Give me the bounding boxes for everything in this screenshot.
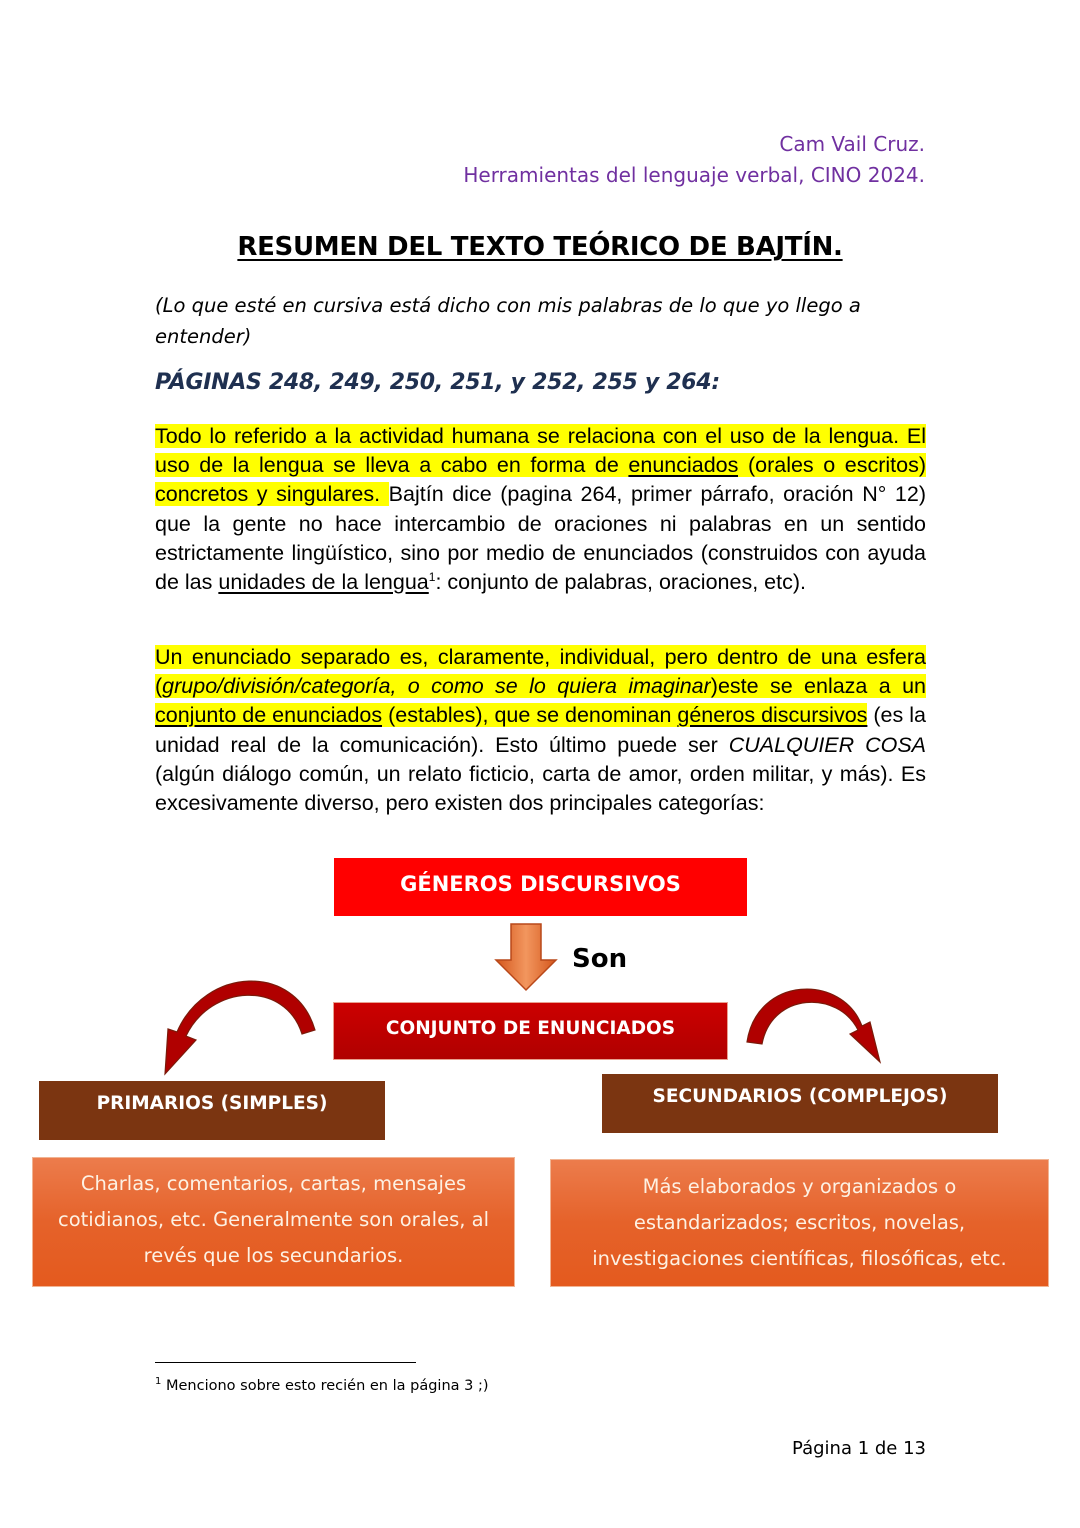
curved-arrow-left-icon <box>145 972 325 1078</box>
footnote <box>155 1378 489 1394</box>
paragraph-2 <box>155 643 926 818</box>
body-text: (algún diálogo común, un relato ficticio, carta de amor, orden militar, y más). Es excesivamente diverso, pero existen dos principales categorías: <box>155 761 926 816</box>
body-text: (es la unidad real de la comunicación). Esto último puede ser <box>155 703 926 757</box>
primarios-box: PRIMARIOS (SIMPLES) <box>39 1081 385 1140</box>
highlight-text: (estables), que se denominan <box>382 703 678 728</box>
body-text: Bajtín dice (pagina 264, primer párrafo, oración N° 12) que la gente no hace intercambio de oraciones ni palabras en un sentido estrictamente lingüístico, sino por medio de enunciados (construidos con ayuda de las <box>155 482 926 595</box>
generos-discursivos-box: GÉNEROS DISCURSIVOS <box>334 858 747 916</box>
italics-note: (Lo que esté en cursiva está dicho con mis palabras de lo que yo llego a entender) <box>155 294 861 348</box>
curved-arrow-right-icon <box>742 978 892 1078</box>
course-name: Herramientas del lenguaje verbal, CINO 2024. <box>463 163 925 187</box>
highlight-text: Un enunciado separado es, claramente, individual, pero dentro de una esfera ( <box>155 645 926 699</box>
secundarios-description: Más elaborados y organizados o estandarizados; escritos, novelas, investigaciones científicas, filosóficas, etc. <box>550 1159 1049 1287</box>
conjunto-enunciados-box: CONJUNTO DE ENUNCIADOS <box>333 1002 728 1060</box>
page-number: Página 1 de 13 <box>792 1438 926 1459</box>
document-title: RESUMEN DEL TEXTO TEÓRICO DE BAJTÍN. <box>237 232 843 262</box>
author-name: Cam Vail Cruz. <box>779 132 925 156</box>
term-conjunto-enunciados: conjunto de enunciados <box>155 703 383 728</box>
footnote-separator <box>155 1362 416 1363</box>
secundarios-box: SECUNDARIOS (COMPLEJOS) <box>602 1074 998 1133</box>
footnote-marker: 1 <box>155 1376 162 1388</box>
body-text: : conjunto de palabras, oraciones, etc). <box>435 570 806 595</box>
arrow-label-son: Son <box>572 944 628 974</box>
term-generos-discursivos: géneros discursivos <box>677 703 868 728</box>
italic-text: CUALQUIER COSA <box>728 732 926 757</box>
primarios-description: Charlas, comentarios, cartas, mensajes cotidianos, etc. Generalmente son orales, al revés que los secundarios. <box>32 1157 515 1287</box>
highlight-text: )este se enlaza a un <box>710 674 926 699</box>
footnote-text: Menciono sobre esto recién en la página 3 ;) <box>161 1378 489 1394</box>
paragraph-1 <box>155 422 926 597</box>
down-arrow-icon <box>494 922 560 992</box>
section-heading: PÁGINAS 248, 249, 250, 251, y 252, 255 y 264: <box>155 370 720 395</box>
italic-text: grupo/división/categoría, o como se lo quiera imaginar <box>162 674 711 699</box>
footnote-ref[interactable]: 1 <box>428 569 436 584</box>
term-enunciados: enunciados <box>628 453 739 478</box>
term-unidades-lengua: unidades de la lengua <box>218 570 429 595</box>
highlight-text: (orales o escritos) concretos y singulares. <box>155 453 926 507</box>
highlight-text: Todo lo referido a la actividad humana se relaciona con el uso de la lengua. El uso de la lengua se lleva a cabo en forma de <box>155 424 926 478</box>
